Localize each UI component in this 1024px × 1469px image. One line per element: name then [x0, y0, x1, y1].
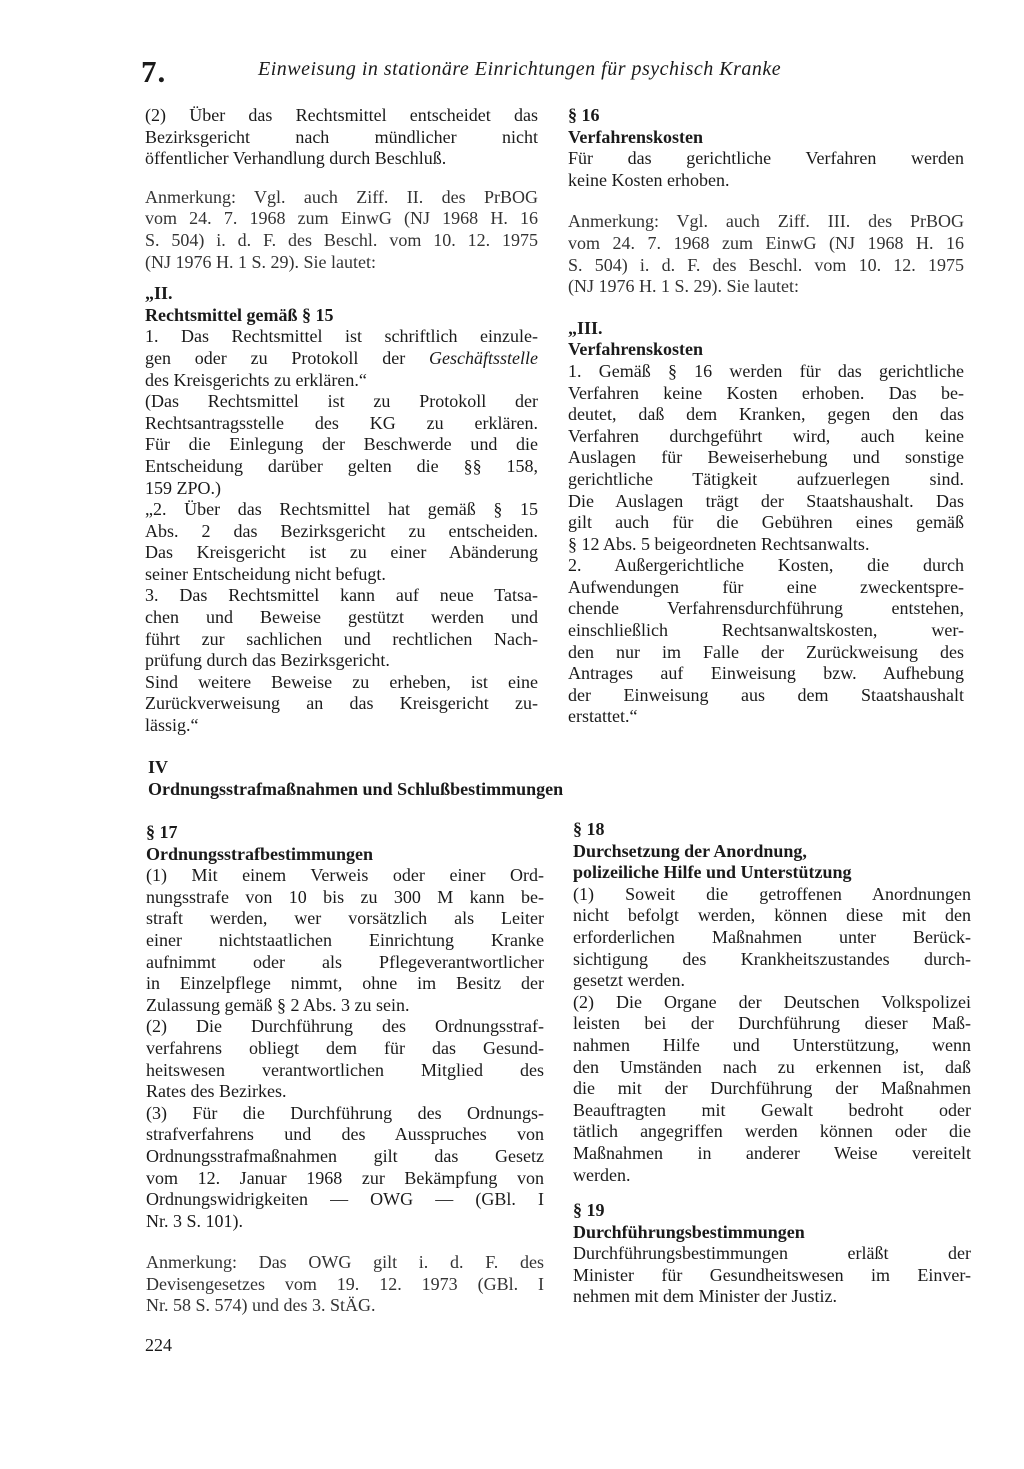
text-line: 1. Das Rechtsmittel ist schriftlich einzule-	[145, 326, 538, 347]
part-number: IV	[148, 757, 169, 777]
text-line: lässig.“	[145, 715, 199, 736]
text-line: 1. Gemäß § 16 werden für das gerichtliche	[568, 360, 964, 381]
text-line: (2) Über das Rechtsmittel entscheidet das	[145, 105, 538, 125]
text-line: Maßnahmen in anderer Weise vereitelt	[573, 1142, 971, 1163]
text-line: öffentlicher Verhandlung durch Beschluß.	[145, 148, 447, 169]
section-number: § 16	[568, 105, 600, 125]
page-number: 224	[145, 1335, 172, 1355]
section-title: Durchsetzung der Anordnung,	[573, 840, 807, 861]
section-title: Verfahrenskosten	[568, 126, 704, 147]
text-line: werden.	[573, 1164, 631, 1185]
text-line: den nur im Falle der Zurückweisung des	[568, 641, 964, 662]
text-line: sichtigung des Krankheitszustandes durch-	[573, 948, 971, 969]
section-title: Durchführungsbestimmungen	[573, 1221, 805, 1242]
text-line: Ordnungswidrigkeiten — OWG — (GBl. I	[146, 1189, 544, 1210]
section-title: polizeiliche Hilfe und Unterstützung	[573, 862, 852, 883]
note-line: (NJ 1976 H. 1 S. 29). Sie lautet:	[568, 276, 799, 297]
text-line: erstattet.“	[568, 706, 638, 727]
note-line: Anmerkung: Vgl. auch Ziff. II. des PrBOG	[145, 186, 538, 207]
section-17	[146, 822, 544, 1317]
text-line: 3. Das Rechtsmittel kann auf neue Tatsa-	[145, 585, 538, 606]
left-column-top	[145, 105, 538, 737]
quote-heading: „III.	[568, 317, 603, 338]
note-line: S. 504) i. d. F. des Beschl. vom 10. 12. 1975	[568, 254, 964, 275]
text-line: nicht befolgt werden, können diese mit den	[573, 905, 971, 926]
text-line: Das Kreisgericht ist zu einer Abänderung	[145, 542, 538, 563]
text-line: Aufwendungen für eine zweckentspre-	[568, 576, 964, 597]
text-line: tätlich angegriffen werden können oder die	[573, 1121, 971, 1142]
note-line: vom 24. 7. 1968 zum EinwG (NJ 1968 H. 16	[145, 208, 538, 229]
section-number: § 18	[573, 819, 605, 839]
note-line: Devisengesetzes vom 19. 12. 1973 (GBl. I	[146, 1273, 544, 1294]
text-line: Zurückverweisung an das Kreisgericht zu-	[145, 693, 538, 714]
text-line: einschließlich Rechtsanwaltskosten, wer-	[568, 620, 964, 641]
text-line: den Umständen nach zu erkennen ist, daß	[573, 1056, 971, 1077]
text-line: nungsstrafe von 10 bis zu 300 M kann be-	[146, 886, 544, 907]
text-line: erforderlichen Maßnahmen unter Berück-	[573, 926, 971, 947]
text-line: Bezirksgericht nach mündlicher nicht	[145, 126, 538, 147]
text-line: Beauftragten mit Gewalt bedroht oder	[573, 1099, 971, 1120]
text-line: Verfahren durchgeführt wird, auch keine	[568, 425, 964, 446]
text-line: (Das Rechtsmittel ist zu Protokoll der	[145, 391, 538, 412]
right-column-bottom	[573, 819, 971, 1308]
text-line: 2. Außergerichtliche Kosten, die durch	[568, 555, 964, 576]
note-line: Anmerkung: Das OWG gilt i. d. F. des	[146, 1252, 544, 1273]
text-line: nahmen Hilfe und Unterstützung, wenn	[573, 1034, 971, 1055]
part-heading	[148, 757, 848, 800]
text-line: Auslagen für Beweiserhebung und sonstige	[568, 447, 964, 468]
text-line: der Einweisung aus dem Staatshaushalt	[568, 684, 964, 705]
text-line: strafverfahrens und des Ausspruches von	[146, 1124, 544, 1145]
text-line: Ordnungsstrafmaßnahmen gilt das Gesetz	[146, 1145, 544, 1166]
text-line: vom 12. Januar 1968 zur Bekämpfung von	[146, 1167, 544, 1188]
text-line: Durchführungsbestimmungen erläßt der	[573, 1243, 971, 1264]
text-line: seiner Entscheidung nicht befugt.	[145, 563, 386, 584]
text-line: des Kreisgerichts zu erklären.“	[145, 369, 367, 390]
text-line: nehmen mit dem Minister der Justiz.	[573, 1286, 837, 1307]
note-line: vom 24. 7. 1968 zum EinwG (NJ 1968 H. 16	[568, 232, 964, 253]
text-line: deutet, daß dem Kranken, gegen den das	[568, 404, 964, 425]
text-line: „2. Über das Rechtsmittel hat gemäß § 15	[145, 499, 538, 520]
text-line: Abs. 2 das Bezirksgericht zu entscheiden.	[145, 520, 538, 541]
quote-title: Verfahrenskosten	[568, 339, 704, 360]
text-line: prüfung durch das Bezirksgericht.	[145, 650, 390, 671]
text-line: Rates des Bezirkes.	[146, 1081, 287, 1102]
text-line: Zulassung gemäß § 2 Abs. 3 zu sein.	[146, 994, 410, 1015]
chapter-number: 7.	[141, 54, 167, 89]
text-line: aufnimmt oder als Pflegeverantwortlicher	[146, 951, 544, 972]
emphasized-term: Geschäftsstelle	[429, 347, 538, 368]
text-line: chende Verfahrensdurchführung entstehen,	[568, 598, 964, 619]
text-line: führt zur sachlichen und rechtlichen Nach-	[145, 628, 538, 649]
text-line: einer nichtstaatlichen Einrichtung Kranke	[146, 929, 544, 950]
note-line: Nr. 58 S. 574) und des 3. StÄG.	[146, 1295, 376, 1316]
text-line: Verfahren keine Kosten erhoben. Das be-	[568, 382, 964, 403]
text-line: Rechtsantragsstelle des KG zu erklären.	[145, 412, 538, 433]
text-line: Die Auslagen trägt der Staatshaushalt. Das	[568, 490, 964, 511]
text-line: Entscheidung darüber gelten die §§ 158,	[145, 455, 538, 476]
text-line: chen und Beweise gestützt werden und	[145, 607, 538, 628]
text-line: (1) Soweit die getroffenen Anordnungen	[573, 883, 971, 904]
text-line: in Einzelpflege nimmt, ohne im Besitz der	[146, 973, 544, 994]
text-line: Antrages auf Einweisung bzw. Aufhebung	[568, 663, 964, 684]
part-title: Ordnungsstrafmaßnahmen und Schlußbestimmungen	[148, 778, 564, 799]
text-line: Nr. 3 S. 101).	[146, 1210, 244, 1231]
text-line: gerichtliche Tätigkeit aufzuerlegen sind.	[568, 468, 964, 489]
text-line: keine Kosten erhoben.	[568, 169, 730, 190]
section-number: § 19	[573, 1200, 605, 1221]
text-line: heitswesen verantwortlichen Mitglied des	[146, 1059, 544, 1080]
text-line: 159 ZPO.)	[145, 477, 221, 498]
text-line: gesetzt werden.	[573, 970, 685, 991]
running-title: Einweisung in stationäre Einrichtungen für psychisch Kranke	[258, 58, 782, 80]
text-line: § 12 Abs. 5 beigeordneten Rechtsanwalts.	[568, 533, 870, 554]
text-line: Sind weitere Beweise zu erheben, ist eine	[145, 671, 538, 692]
right-column-top	[568, 105, 964, 728]
text-line: straft werden, wer vorsätzlich als Leiter	[146, 908, 544, 929]
text-line: gilt auch für die Gebühren eines gemäß	[568, 512, 964, 533]
text-line: verfahrens obliegt dem für das Gesund-	[146, 1037, 544, 1058]
text-line: Für die Einlegung der Beschwerde und die	[145, 434, 538, 455]
note-line: S. 504) i. d. F. des Beschl. vom 10. 12. 1975	[145, 229, 538, 250]
section-number: § 17	[146, 822, 178, 842]
text-line: (2) Die Durchführung des Ordnungsstraf-	[146, 1016, 544, 1037]
note-line: (NJ 1976 H. 1 S. 29). Sie lautet:	[145, 251, 376, 272]
text-line: (3) Für die Durchführung des Ordnungs-	[146, 1102, 544, 1123]
text-line: die mit der Durchführung der Maßnahmen	[573, 1078, 971, 1099]
note-line: Anmerkung: Vgl. auch Ziff. III. des PrBOG	[568, 211, 964, 232]
text-line: leisten bei der Durchführung dieser Maß-	[573, 1013, 971, 1034]
text-line: (2) Die Organe der Deutschen Volkspolizei	[573, 991, 971, 1012]
text-line: Für das gerichtliche Verfahren werden	[568, 148, 964, 169]
text-line: gen oder zu Protokoll der Geschäftsstelle	[145, 347, 538, 368]
quote-heading: „II.	[145, 283, 173, 304]
quote-title: Rechtsmittel gemäß § 15	[145, 304, 334, 325]
text-line: (1) Mit einem Verweis oder einer Ord-	[146, 865, 544, 886]
section-title: Ordnungsstrafbestimmungen	[146, 843, 374, 864]
text-line: Minister für Gesundheitswesen im Einver-	[573, 1264, 971, 1285]
